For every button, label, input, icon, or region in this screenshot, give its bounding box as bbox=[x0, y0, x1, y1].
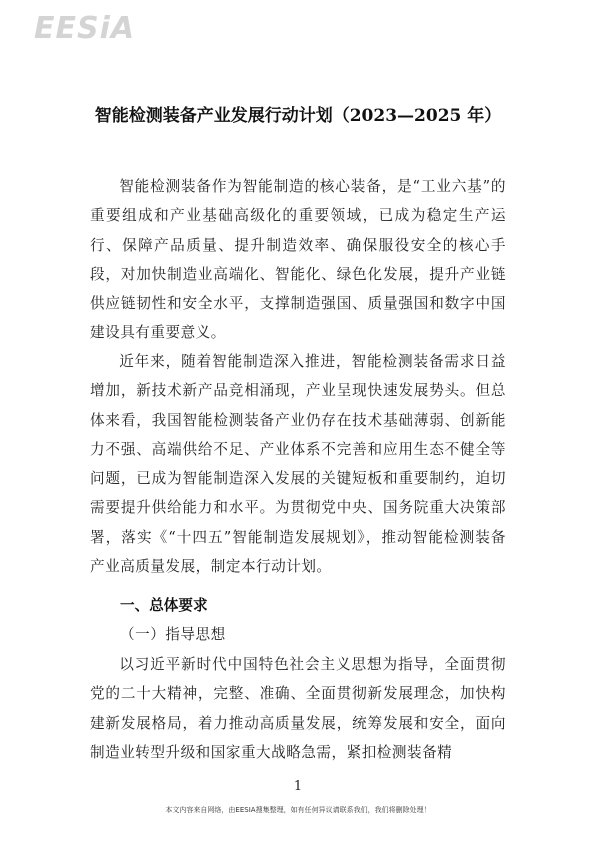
paragraph-guiding-ideology: 以习近平新时代中国特色社会主义思想为指导，全面贯彻党的二十大精神，完整、准确、全面贯彻新发展理念，加快构建新发展格局，着力推动高质量发展，统筹发展和安全，面向制造业转型升级和国家重大战略急需，紧扣检测装备精 bbox=[90, 656, 506, 761]
paragraph-background: 近年来，随着智能制造深入推进，智能检测装备需求日益增加，新技术新产品竞相涌现，产业呈现快速发展势头。但总体来看，我国智能检测装备产业仍存在技术基础薄弱、创新能力不强、高端供给不足、产业体系不完善和应用生态不健全等问题，已成为智能制造深入发展的关键短板和重要制约，迫切需要提升供给能力和水平。为贯彻党中央、国务院重大决策部署，落实《“十四五”智能制造发展规划》，推动智能检测装备产业高质量发展，制定本行动计划。 bbox=[90, 353, 506, 576]
document-title: 智能检测装备产业发展行动计划（2023—2025 年） bbox=[94, 106, 502, 126]
page-number: 1 bbox=[293, 779, 303, 794]
paragraph-intro: 智能检测装备作为智能制造的核心装备，是“工业六基”的重要组成和产业基础高级化的重要领域，已成为稳定生产运行、保障产品质量、提升制造效率、确保服役安全的核心手段，对加快制造业高端化、智能化、绿色化发展，提升产业链供应链韧性和安全水平，支撑制造强国、质量强国和数字中国建设具有重要意义。 bbox=[90, 178, 506, 342]
section-heading: 一、总体要求 bbox=[120, 597, 208, 614]
footer-disclaimer: 本文内容来自网络，由EESIA搜集整理，如有任何异议请联系我们，我们将删除处理！ bbox=[165, 806, 431, 814]
subsection-heading: （一）指导思想 bbox=[120, 626, 226, 643]
eesia-logo: EESiA bbox=[34, 11, 136, 46]
